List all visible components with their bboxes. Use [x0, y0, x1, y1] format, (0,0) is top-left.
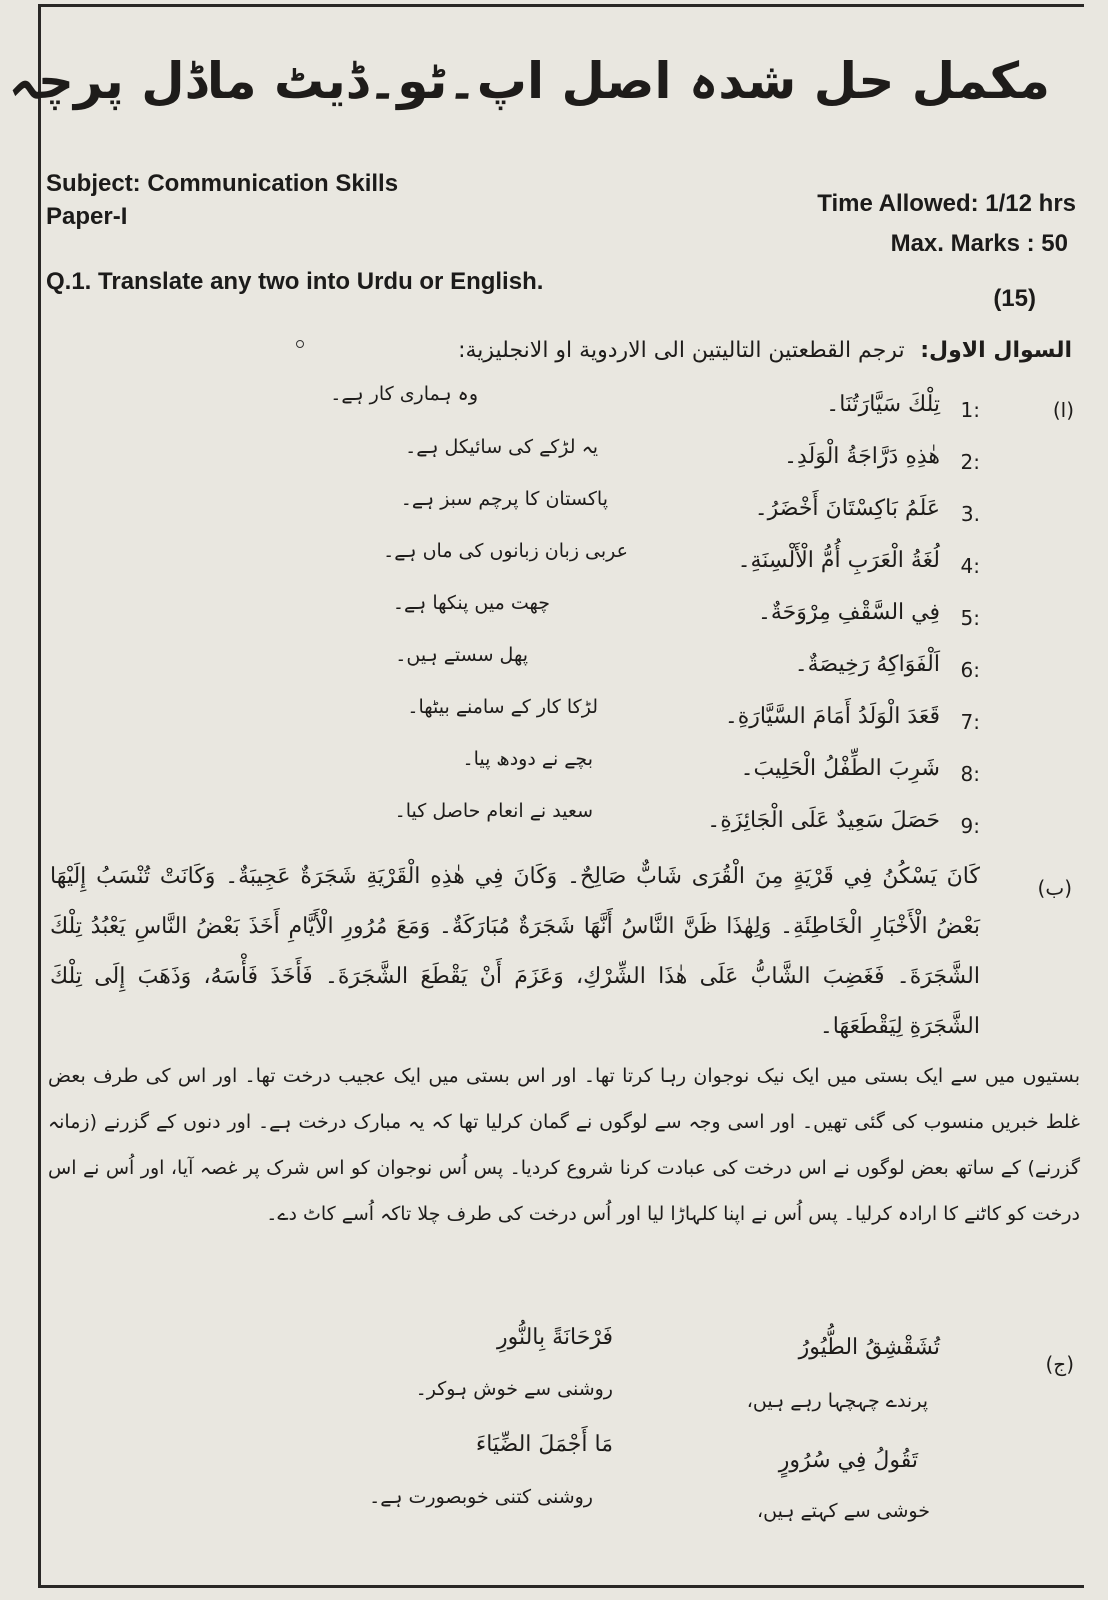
item-arabic: عَلَمُ بَاكِسْتَانَ أَخْضَرُ۔ — [754, 496, 940, 521]
item-arabic: اَلْفَوَاكِهُ رَخِيصَةٌ۔ — [794, 652, 940, 677]
item-urdu: پاکستان کا پرچم سبز ہے۔ — [400, 488, 608, 510]
section-jeem-marker: (ج) — [1045, 1352, 1074, 1376]
item-number: 1: — [960, 398, 980, 422]
item-urdu: سعید نے انعام حاصل کیا۔ — [394, 800, 593, 822]
poem-line-arabic: تَقُولُ فِي سُرُورٍ — [778, 1448, 918, 1473]
page-title: مکمل حل شدہ اصل اپ۔ٹو۔ڈیٹ ماڈل پرچہ — [8, 52, 1050, 110]
item-number: 5: — [960, 606, 980, 630]
ink-dot — [296, 340, 304, 348]
paper-line: Paper-I — [46, 203, 128, 230]
item-number: 9: — [960, 814, 980, 838]
max-marks: Max. Marks : 50 — [890, 230, 1068, 257]
item-urdu: چھت میں پنکھا ہے۔ — [392, 592, 550, 614]
item-arabic: لُغَةُ الْعَرَبِ أُمُّ الْأَلْسِنَةِ۔ — [737, 548, 940, 573]
poem-line-arabic: تُشَقْشِقُ الطُّيُورُ — [798, 1335, 940, 1360]
question-text: Q.1. Translate any two into Urdu or English. — [46, 268, 544, 295]
item-number: 7: — [960, 710, 980, 734]
item-urdu: لڑکا کار کے سامنے بیٹھا۔ — [407, 696, 598, 718]
section-alif-marker: (ا) — [1052, 398, 1074, 422]
item-arabic: شَرِبَ الطِّفْلُ الْحَلِيبَ۔ — [740, 756, 940, 781]
item-arabic: حَصَلَ سَعِيدٌ عَلَى الْجَائِزَةِ۔ — [707, 808, 940, 833]
poem-line-urdu: خوشی سے کہتے ہیں، — [757, 1500, 930, 1522]
urdu-translation-passage: بستیوں میں سے ایک بستی میں ایک نیک نوجوان رہا کرتا تھا۔ اور اس بستی میں ایک عجیب درخت تھا۔ اور اس کی طرف بعض غلط خبریں منسوب کی گئی تھیں۔ اور اسی وجہ سے لوگوں نے گمان کرلیا تھا کہ یہ مبارک درخت ہے۔ اور دنوں کے گزرنے (زمانہ گزرنے) کے ساتھ بعض لوگوں نے اس درخت کی عبادت کرنا شروع کردیا۔ پس اُس نوجوان کو اس شرک پر غصہ آیا، اور اُس نے اس درخت کو کاٹنے کا ارادہ کرلیا۔ پس اُس نے اپنا کلہاڑا لیا اور اُس درخت کی طرف چلا تاکہ اُسے کاٹ دے۔ — [48, 1065, 1080, 1225]
poem-line-urdu: پرندے چہچہا رہے ہیں، — [746, 1390, 928, 1412]
item-urdu: عربی زبان زبانوں کی ماں ہے۔ — [383, 540, 628, 562]
item-urdu: یہ لڑکے کی سائیکل ہے۔ — [405, 436, 598, 458]
item-urdu: پھل سستے ہیں۔ — [395, 644, 528, 666]
item-number: 8: — [960, 762, 980, 786]
item-number: 4: — [960, 554, 980, 578]
item-number: 3. — [960, 502, 980, 526]
item-number: 2: — [960, 450, 980, 474]
time-allowed: Time Allowed: 1/12 hrs — [817, 190, 1076, 217]
arabic-heading-label: السوال الاول: — [920, 338, 1072, 363]
subject-line: Subject: Communication Skills — [46, 170, 399, 197]
arabic-heading-text: ترجم القطعتين التاليتين الى الاردوية او الانجليزية: — [458, 338, 905, 363]
item-arabic: قَعَدَ الْوَلَدُ أَمَامَ السَّيَّارَةِ۔ — [724, 704, 940, 729]
item-number: 6: — [960, 658, 980, 682]
poem-line-urdu: روشنی سے خوش ہوکر۔ — [415, 1378, 613, 1400]
section-be-marker: (ب) — [1037, 876, 1072, 900]
poem-line-urdu: روشنی کتنی خوبصورت ہے۔ — [369, 1486, 593, 1508]
item-arabic: هٰذِهِ دَرَّاجَةُ الْوَلَدِ۔ — [784, 444, 940, 469]
poem-line-arabic: فَرْحَانَةً بِالنُّورِ — [496, 1325, 613, 1350]
item-arabic: فِي السَّقْفِ مِرْوَحَةٌ۔ — [757, 600, 940, 625]
item-urdu: وہ ہماری کار ہے۔ — [330, 383, 478, 405]
arabic-heading — [458, 338, 1072, 363]
poem-line-arabic: مَا أَجْمَلَ الضِّيَاءَ — [475, 1432, 613, 1457]
arabic-passage: كَانَ يَسْكُنُ فِي قَرْيَةٍ مِنَ الْقُرَى شَابٌّ صَالِحٌ۔ وَكَانَ فِي هٰذِهِ الْقَرْيَةِ شَجَرَةٌ عَجِيبَةٌ۔ وَكَانَتْ تُنْسَبُ إِلَيْهَا بَعْضُ الْأَخْبَارِ الْخَاطِئَةِ۔ وَلِهٰذَا ظَنَّ النَّاسُ أَنَّهَا شَجَرَةٌ مُبَارَكَةٌ۔ وَمَعَ مُرُورِ الْأَيَّامِ أَخَذَ بَعْضُ النَّاسِ يَعْبُدُ تِلْكَ الشَّجَرَةَ۔ فَغَضِبَ الشَّابُّ عَلَى هٰذَا الشِّرْكِ، وَعَزَمَ أَنْ يَقْطَعَ الشَّجَرَةَ۔ فَأَخَذَ فَأْسَهُ، وَذَهَبَ إِلَى تِلْكَ الشَّجَرَةِ لِيَقْطَعَهَا۔ — [50, 864, 980, 1039]
item-arabic: تِلْكَ سَيَّارَتُنَا۔ — [826, 392, 940, 417]
question-marks: (15) — [993, 285, 1036, 312]
item-urdu: بچے نے دودھ پیا۔ — [462, 748, 593, 770]
